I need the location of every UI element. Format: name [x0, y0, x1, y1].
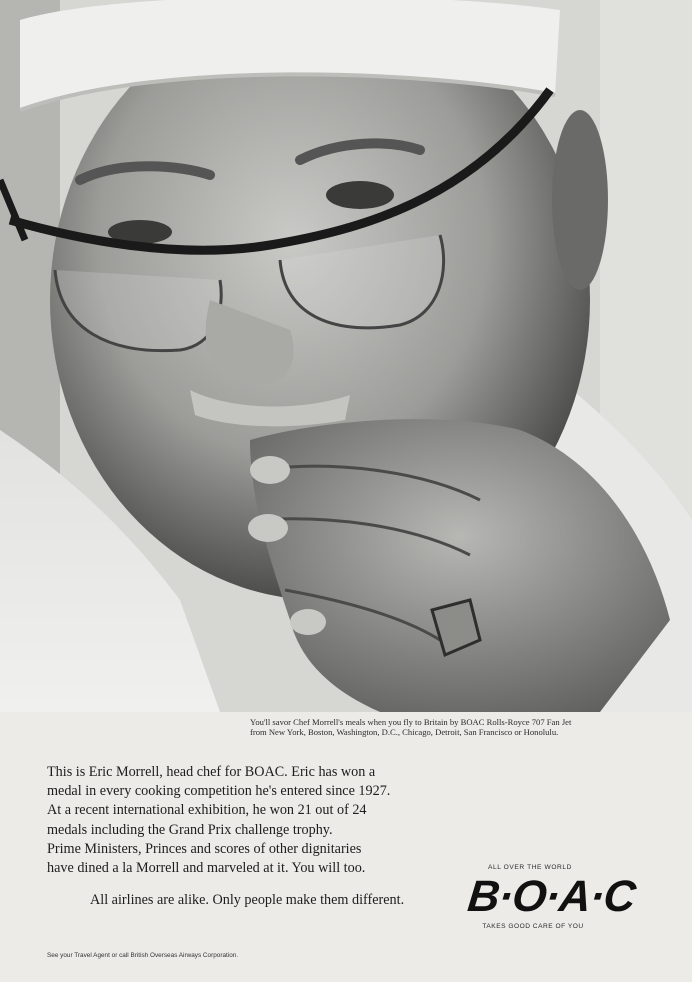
body-line: medal in every cooking competition he's entered since 1927.: [47, 783, 391, 800]
photo-caption: [250, 717, 690, 737]
boac-logo: [465, 864, 638, 930]
logo-wordmark: B·O·A·C: [465, 872, 638, 921]
body-line: medals including the Grand Prix challenge trophy.: [47, 821, 333, 838]
tagline: All airlines are alike. Only people make them different.: [90, 892, 405, 908]
body-line: At a recent international exhibition, he won 21 out of 24: [47, 802, 367, 819]
logo-bottom-text: TAKES GOOD CARE OF YOU: [482, 923, 584, 930]
footer-note: See your Travel Agent or call British Overseas Airways Corporation.: [47, 952, 239, 959]
body-line: have dined a la Morrell and marveled at it. You will too.: [47, 860, 366, 877]
caption-line: You'll savor Chef Morrell's meals when you fly to Britain by BOAC Rolls-Royce 707 Fan Jet: [250, 717, 572, 727]
body-copy: [47, 763, 467, 878]
logo-top-text: ALL OVER THE WORLD: [487, 864, 573, 871]
body-line: This is Eric Morrell, head chef for BOAC. Eric has won a: [47, 764, 376, 780]
caption-line: from New York, Boston, Washington, D.C., Chicago, Detroit, San Francisco or Honolulu.: [250, 727, 559, 737]
body-line: Prime Ministers, Princes and scores of other dignitaries: [47, 840, 362, 857]
